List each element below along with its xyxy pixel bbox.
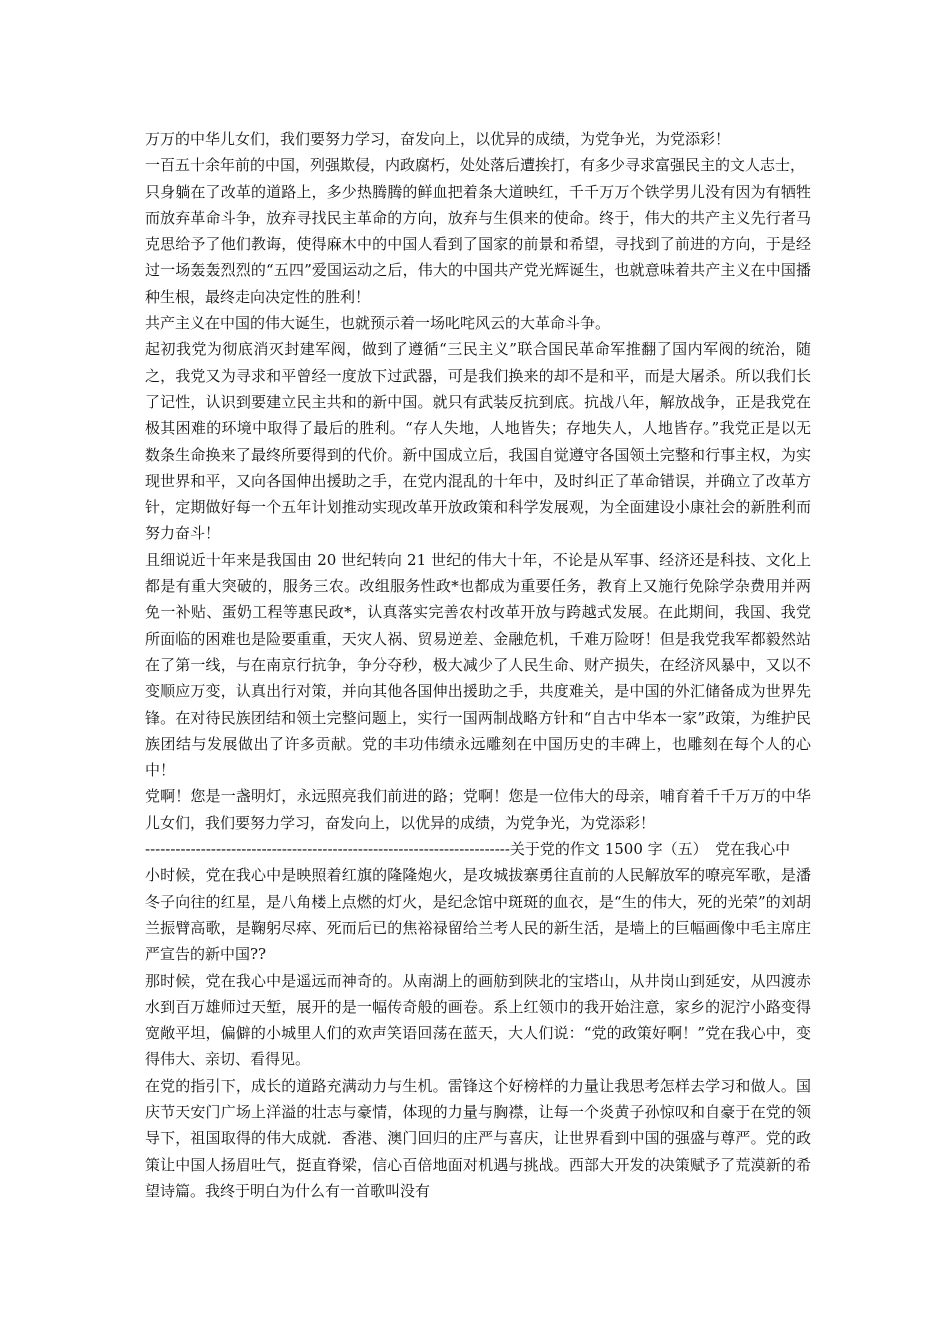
- paragraph-5: 起初我党为彻底消灭封建军阀，做到了遵循“三民主义”联合国民革命军推翻了国内军阀的统治，随之，我党又为寻求和平曾经一度放下过武器，可是我们换来的却不是和平，而是大屠杀。所以我们长了记性，认识到要建立民主共和的新中国。就只有武装反抗到底。抗战八年，解放战争，正是我党在极其困难的环境中取得了最后的胜利。“存人失地，人地皆失；存地失人，人地皆存。”我党正是以无数条生命换来了最终所要得到的代价。新中国成立后，我国自觉遵守各国领土完整和行事主权，为实现世界和平，又向各国伸出援助之手，在党内混乱的十年中，及时纠正了革命错误，并确立了改革方针，定期做好每一个五年计划推动实现改革开放政策和科学发展观，为全面建设小康社会的新胜利而努力奋斗！: [145, 340, 811, 543]
- paragraph-1: 万万的中华儿女们，我们要努力学习，奋发向上，以优异的成绩，为党争光，为党添彩！: [145, 130, 731, 148]
- paragraph-6: 且细说近十年来是我国由 20 世纪转向 21 世纪的伟大十年，不论是从军事、经济还是科技、文化上都是有重大突破的，服务三农。改组服务性政*也都成为重要任务，教育上又施行免除学杂费用并两免一补贴、蛋奶工程等惠民政*，认真落实完善农村改革开放与跨越式发展。在此期间，我国、我党所面临的困难也是险要重重，天灾人祸、贸易逆差、金融危机，千难万险呀！但是我党我军都毅然站在了第一线，与在南京行抗争，争分夺秒，极大减少了人民生命、财产损失，在经济风暴中，又以不变顺应万变，认真出行对策，并向其他各国伸出援助之手，共度难关，是中国的外汇储备成为世界先锋。在对待民族团结和领土完整问题上，实行一国两制战略方针和“自古中华本一家”政策，为维护民族团结与发展做出了许多贡献。党的丰功伟绩永远雕刻在中国历史的丰碑上，也雕刻在每个人的心中！: [145, 550, 811, 780]
- paragraph-8: 小时候，党在我心中是映照着红旗的隆隆炮火，是攻城拔寨勇往直前的人民解放军的嘹亮军歌，是潘冬子向往的红星，是八角楼上点燃的灯火，是纪念馆中斑斑的血衣，是“生的伟大，死的光荣”的刘胡兰振臂高歌，是鞠躬尽瘁、死而后已的焦裕禄留给兰考人民的新生活，是墙上的巨幅画像中毛主席庄严宣告的新中国??: [145, 866, 811, 964]
- paragraph-7: 党啊！您是一盏明灯，永远照亮我们前进的路；党啊！您是一位伟大的母亲，哺育着千千万万的中华儿女们，我们要努力学习，奋发向上，以优异的成绩，为党争光，为党添彩！: [145, 787, 811, 832]
- paragraph-10: 在党的指引下，成长的道路充满动力与生机。雷锋这个好榜样的力量让我思考怎样去学习和做人。国庆节天安门广场上洋溢的壮志与豪情，体现的力量与胸襟，让每一个炎黄子孙惊叹和自豪于在党的领导下，祖国取得的伟大成就．香港、澳门回归的庄严与喜庆，让世界看到中国的强盛与尊严。党的政策让中国人扬眉吐气，挺直脊梁，信心百倍地面对机遇与挑战。西部大开发的决策赋予了荒漠新的希望诗篇。我终于明白为什么有一首歌叫没有: [145, 1076, 811, 1200]
- dash-rule: ------------------------------------------------------------------------: [145, 840, 510, 859]
- paragraph-2: 一百五十余年前的中国，列强欺侵，内政腐朽，处处落后遭挨打，有多少寻求富强民主的文人志士，: [145, 156, 806, 175]
- paragraph-3: 只身躺在了改革的道路上，多少热腾腾的鲜血把着条大道映红，千千万万个铁学男儿没有因为有牺牲而放弃革命斗争，放弃寻找民主革命的方向，放弃与生俱来的使命。终于，伟大的共产主义先行者马克思给予了他们教诲，使得麻木中的中国人看到了国家的前景和希望，寻找到了前进的方向，于是经过一场轰轰烈烈的“五四”爱国运动之后，伟大的中国共产党光辉诞生，也就意味着共产主义在中国播种生根，最终走向决定性的胜利！: [145, 182, 811, 306]
- paragraph-9: 那时候，党在我心中是遥远而神奇的。从南湖上的画舫到陕北的宝塔山，从井岗山到延安，从四渡赤水到百万雄师过天堑，展开的是一幅传奇般的画卷。系上红领巾的我开始注意，家乡的泥泞小路变得宽敞平坦，偏僻的小城里人们的欢声笑语回荡在蓝天，大人们说：“党的政策好啊！”党在我心中，变得伟大、亲切、看得见。: [145, 971, 811, 1069]
- paragraph-4: 共产主义在中国的伟大诞生，也就预示着一场叱咤风云的大革命斗争。: [145, 314, 611, 333]
- section-heading: 关于党的作文 1500 字（五） 党在我心中: [509, 840, 791, 859]
- document-page: [145, 126, 811, 1204]
- section-divider-heading: [145, 836, 811, 862]
